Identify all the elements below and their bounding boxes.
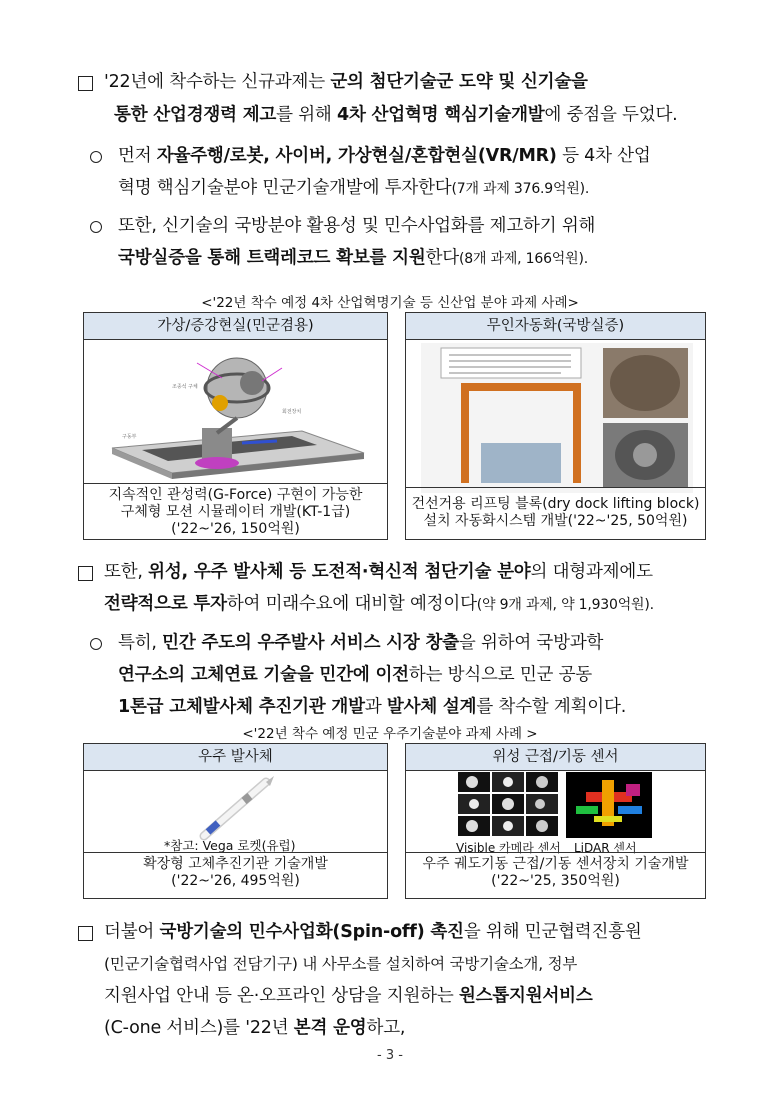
p2-line2: 전략적으로 투자하여 미래수요에 대비할 예정이다(약 9개 과제, 약 1,930억원).	[104, 594, 654, 614]
visible-camera-image	[458, 772, 558, 838]
dry-dock-automation-image	[421, 343, 693, 493]
p1b-line2: 국방실증을 통해 트랙레코드 확보를 지원한다(8개 과제, 166억원).	[118, 248, 588, 268]
p2-line1: 또한, 위성, 우주 발사체 등 도전적·혁신적 첨단기술 분야의 대형과제에도	[104, 562, 653, 582]
table2-caption: <'22년 착수 예정 민군 우주기술분야 과제 사례 >	[242, 726, 538, 742]
p2a-line2: 연구소의 고체연료 기술을 민간에 이전하는 방식으로 민군 공동	[118, 665, 592, 685]
table2-right-header: 위성 근접/기동 센서	[406, 744, 705, 771]
p1a-line2: 혁명 핵심기술분야 민군기술개발에 투자한다(7개 과제 376.9억원).	[118, 178, 590, 198]
table2-left-desc: 확장형 고체추진기관 기술개발 ('22~'26, 495억원)	[84, 852, 387, 898]
p3-line4: (C-one 서비스)를 '22년 본격 운영하고,	[104, 1018, 406, 1038]
p3-line3: 지원사업 안내 등 온·오프라인 상담을 지원하는 원스톱지원서비스	[104, 986, 593, 1006]
table1-left-desc: 지속적인 관성력(G-Force) 구현이 가능한 구체형 모션 시뮬레이터 개발(KT-1급) ('22~'26, 150억원)	[84, 483, 387, 539]
vega-rocket-note: *참고: Vega 로켓(유럽)	[164, 838, 296, 853]
lidar-sensor-image	[566, 772, 652, 838]
svg-text:구동부: 구동부	[122, 434, 137, 440]
circle-bullet	[90, 151, 102, 163]
square-bullet	[78, 566, 93, 581]
p2a-line3: 1톤급 고체발사체 추진기관 개발과 발사체 설계를 착수할 계획이다.	[118, 697, 627, 717]
table2-right-desc: 우주 궤도기동 근접/기동 센서장치 기술개발 ('22~'25, 350억원)	[406, 852, 705, 898]
lidar-sensor-label: LiDAR 센서	[574, 841, 637, 855]
p3-line2: (민군기술협력사업 전담기구) 내 사무소를 설치하여 국방기술소개, 정부	[104, 955, 578, 973]
table1-left-cell	[83, 312, 388, 540]
visible-camera-label: Visible 카메라 센서	[456, 841, 561, 855]
p1-line1: '22년에 착수하는 신규과제는 군의 첨단기술군 도약 및 신기술을	[104, 72, 588, 92]
table2-left-cell	[83, 743, 388, 899]
vega-rocket-image	[184, 774, 284, 844]
table1-right-header: 무인자동화(국방실증)	[406, 313, 705, 340]
p1a-line1: 먼저 자율주행/로봇, 사이버, 가상현실/혼합현실(VR/MR) 등 4차 산업	[118, 146, 651, 166]
square-bullet	[78, 926, 93, 941]
table1-caption: <'22년 착수 예정 4차 산업혁명기술 등 신산업 분야 과제 사례>	[201, 295, 579, 311]
circle-bullet	[90, 638, 102, 650]
circle-bullet	[90, 221, 102, 233]
square-bullet	[78, 76, 93, 91]
p2a-line1: 특히, 민간 주도의 우주발사 서비스 시장 창출을 위하여 국방과학	[118, 633, 604, 653]
table1-right-cell	[405, 312, 706, 540]
p1b-line1: 또한, 신기술의 국방분야 활용성 및 민수사업화를 제고하기 위해	[118, 216, 596, 236]
p1-line2: 통한 산업경쟁력 제고를 위해 4차 산업혁명 핵심기술개발에 중점을 두었다.	[114, 105, 678, 125]
table1-left-header: 가상/증강현실(민군겸용)	[84, 313, 387, 340]
table2-left-header: 우주 발사체	[84, 744, 387, 771]
table2-right-cell	[405, 743, 706, 899]
motion-simulator-image	[102, 343, 372, 493]
table1-right-desc: 건선거용 리프팅 블록(dry dock lifting block) 설치 자동화시스템 개발('22~'25, 50억원)	[406, 487, 705, 539]
svg-text:회전장치: 회전장치	[282, 409, 302, 415]
svg-text:조종석 구체: 조종석 구체	[172, 384, 198, 390]
page-number: - 3 -	[377, 1048, 403, 1063]
p3-line1: 더불어 국방기술의 민수사업화(Spin-off) 촉진을 위해 민군협력진흥원	[104, 922, 642, 942]
